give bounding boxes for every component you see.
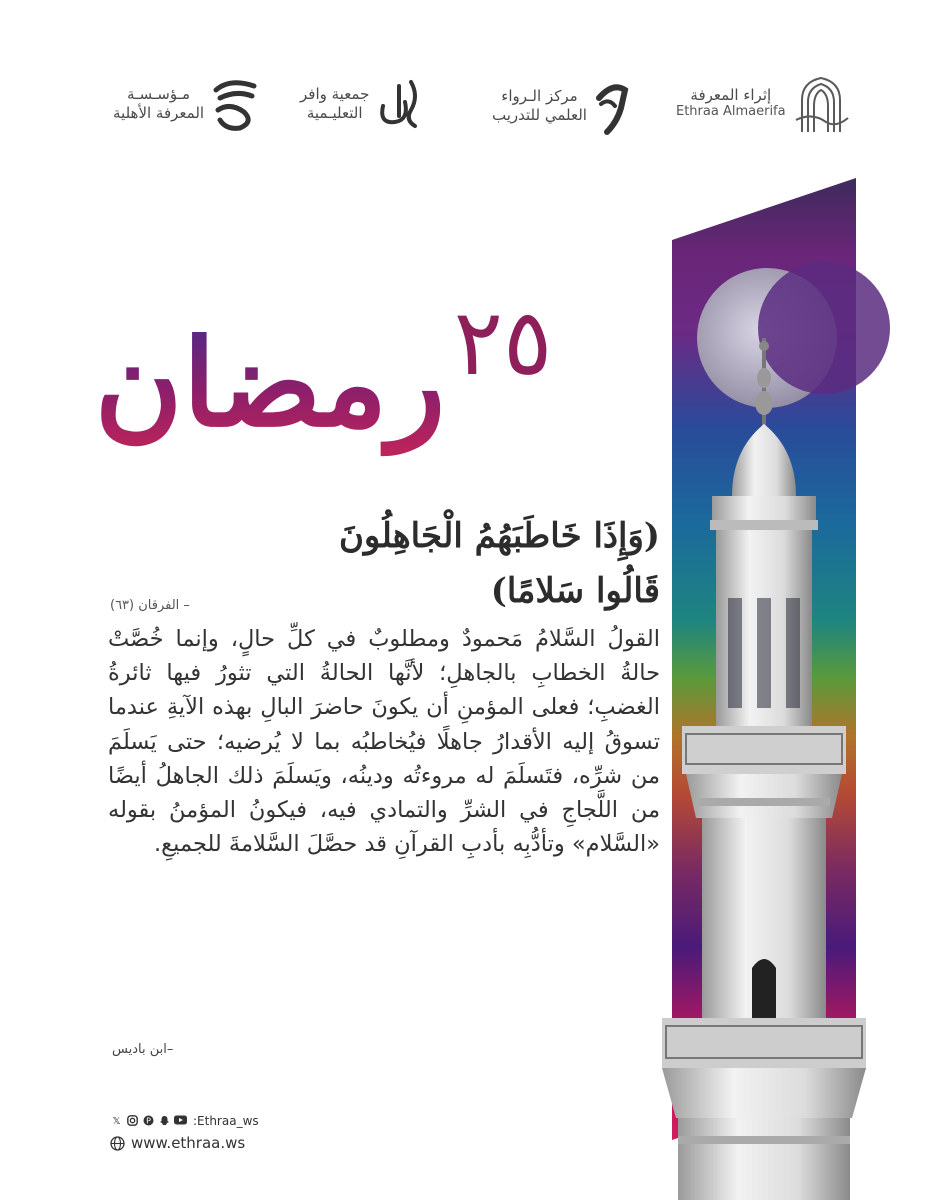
logo-ethraa [676,72,850,134]
logo-ethraa-arabic: إثراء المعرفة [690,85,772,104]
youtube-icon[interactable] [174,1115,187,1128]
logo-wafer-line1: جمعية وافر [300,85,370,104]
logo-rowaa-line1: مركز الـرواء [501,87,578,106]
social-handle[interactable]: :Ethraa_ws [193,1114,259,1128]
snapchat-icon[interactable] [158,1115,171,1128]
logo-maarifa-line2: المعرفة الأهلية [113,104,205,122]
website-link[interactable] [110,1134,245,1152]
globe-icon [110,1136,125,1151]
logo-rowaa [492,78,631,134]
author-attribution: –ابن باديس [112,1042,174,1057]
logo-maarifa [113,76,260,132]
logo-rowaa-line2: العلمي للتدريب [492,106,587,124]
pinterest-icon[interactable] [142,1115,155,1128]
maarifa-emblem-icon [210,76,260,132]
body-paragraph: القولُ السَّلامُ مَحمودٌ ومطلوبٌ في كلِّ حالٍ، وإنما خُصَّتْ حالةُ الخطابِ بالجاهلِ؛ لأنَّها الحالةُ التي تثورُ فيها ثائرةُ الغضبِ؛ فعلى المؤمنِ أن يكونَ حاضرَ البالِ بهذه الآيةِ عندما تسوقُ إليه الأقدارُ جاهلًا فيُخاطبُه بما لا يُرضيه؛ حتى يَسلَمَ من شرِّه، فتَسلَمَ له مروءتُه ودينُه، ويَسلَمَ ذلك الجاهلُ أيضًا من اللَّجاجِ في الشرِّ والتمادي فيه، فيكونُ المؤمنُ بقوله «السَّلام» وتأدُّبِه بأدبِ القرآنِ قد حصَّلَ السَّلامةَ للجميعِ. [108,626,660,858]
logo-wafer [300,76,425,132]
ethraa-emblem-icon [792,72,850,134]
day-number: ٢٥ [453,289,553,396]
logo-wafer-line2: التعليـمية [306,104,363,122]
rowaa-emblem-icon [593,78,631,134]
verse-line-2: قَالُوا سَلامًا) [490,571,660,611]
verse-reference: – الفرقان (٦٣) [110,598,190,613]
logo-maarifa-line1: مـؤسـسـة [127,85,191,104]
wafer-emblem-icon [375,76,425,132]
minaret-banner-image [672,178,856,1200]
month-word-text: رمضان [94,313,446,454]
social-links [110,1114,259,1128]
x-icon[interactable]: 𝕏 [112,1115,121,1127]
instagram-icon[interactable] [126,1115,139,1128]
logo-ethraa-english: Ethraa Almaerifa [676,104,786,120]
verse-line-1: (وَإِذَا خَاطَبَهُمُ الْجَاهِلُونَ [338,516,660,556]
svg-text:P: P [146,1115,151,1125]
website-url[interactable]: www.ethraa.ws [131,1134,246,1152]
ramadan-calligraphy [94,250,446,500]
